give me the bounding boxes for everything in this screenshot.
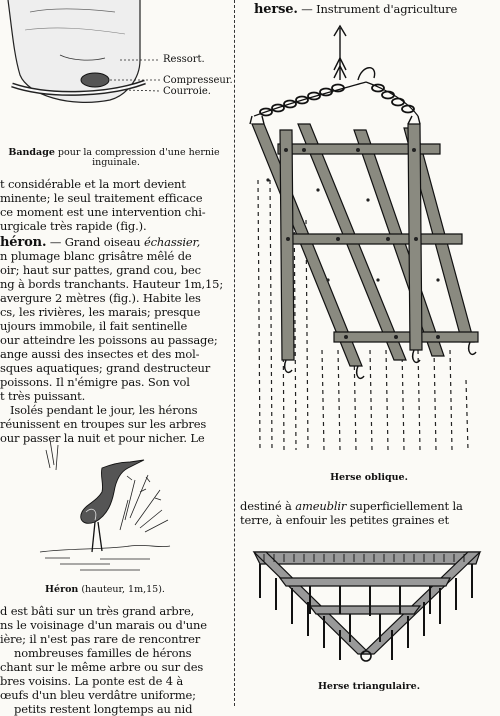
herse-oblique-illustration xyxy=(238,20,500,460)
para3-line: d est bâti sur un très grand arbre, xyxy=(0,604,195,618)
para1-line: minente; le seul traitement efficace xyxy=(0,191,203,205)
heron-line: n plumage blanc grisâtre mêlé de xyxy=(0,249,192,263)
heron-caption xyxy=(0,584,210,595)
bandage-illustration xyxy=(0,0,232,135)
bandage-caption-bold: Bandage xyxy=(8,147,55,158)
right-column xyxy=(238,0,500,706)
heron-line: réunissent en troupes sur les arbres xyxy=(0,417,207,431)
heron-line: t très puissant. xyxy=(0,389,86,403)
para1-line: t considérable et la mort devient xyxy=(0,177,186,191)
heron-line: our passer la nuit et pour nicher. Le xyxy=(0,431,205,445)
herse-text-pre: destiné à xyxy=(240,499,296,513)
para1-line: urgicale très rapide (fig.). xyxy=(0,219,147,233)
heron-line1-italic: échassier, xyxy=(143,235,201,249)
heron-line: avergure 2 mètres (fig.). Habite les xyxy=(0,291,201,305)
heron-line: Isolés pendant le jour, les hérons xyxy=(10,403,198,417)
heron-entry-head xyxy=(0,235,200,250)
heron-line: poissons. Il n'émigre pas. Son vol xyxy=(0,375,190,389)
herse-triangulaire-caption: Herse triangulaire. xyxy=(317,681,421,692)
label-courroie: Courroie. xyxy=(163,86,211,97)
para3-line: ière; il n'est pas rare de rencontrer xyxy=(0,632,201,646)
heron-line: ng à bords tranchants. Hauteur 1m,15; xyxy=(0,277,224,291)
para3-line: bres voisins. La ponte est de 4 à xyxy=(0,674,184,688)
para3-line: chant sur le même arbre ou sur des xyxy=(0,660,204,674)
herse-headword: herse. xyxy=(254,2,298,17)
label-ressort: Ressort. xyxy=(163,54,205,65)
label-compresseur: Compresseur. xyxy=(163,75,233,86)
heron-line1-text: — Grand oiseau xyxy=(46,235,144,249)
herse-text-post: superficiellement la xyxy=(346,499,463,513)
heron-illustration xyxy=(40,440,170,575)
bandage-caption-line2: inguinale. xyxy=(92,157,140,168)
para3-line: œufs d'un bleu verdâtre uniforme; xyxy=(0,688,196,702)
herse-header-text: — Instrument d'agriculture xyxy=(297,2,458,16)
herse-text-line2: terre, à enfouir les petites graines et xyxy=(240,513,449,527)
column-divider xyxy=(234,0,236,706)
para3-line: nombreuses familles de hérons xyxy=(14,646,192,660)
heron-line: our atteindre les poissons au passage; xyxy=(0,333,218,347)
heron-line: oir; haut sur pattes, grand cou, bec xyxy=(0,263,201,277)
herse-triangulaire-illustration xyxy=(250,544,490,669)
para3-line: ns le voisinage d'un marais ou d'une xyxy=(0,618,207,632)
herse-oblique-caption: Herse oblique. xyxy=(330,472,408,483)
heron-line: cs, les rivières, les marais; presque xyxy=(0,305,201,319)
bandage-caption-text: pour la compression d'une hernie xyxy=(54,147,220,158)
heron-line: ange aussi des insectes et des mol- xyxy=(0,347,200,361)
para3-line: petits restent longtemps au nid xyxy=(14,702,193,716)
heron-caption-bold: Héron xyxy=(45,584,79,595)
herse-entry-head xyxy=(254,2,457,17)
heron-headword: héron. xyxy=(0,235,47,250)
herse-text-line1 xyxy=(240,499,463,513)
heron-line: ujours immobile, il fait sentinelle xyxy=(0,319,188,333)
heron-line: sques aquatiques; grand destructeur xyxy=(0,361,211,375)
para1-line: ce moment est une intervention chi- xyxy=(0,205,206,219)
left-column xyxy=(0,0,233,716)
herse-text-italic: ameublir xyxy=(295,499,347,513)
heron-caption-text: (hauteur, 1m,15). xyxy=(78,584,165,595)
